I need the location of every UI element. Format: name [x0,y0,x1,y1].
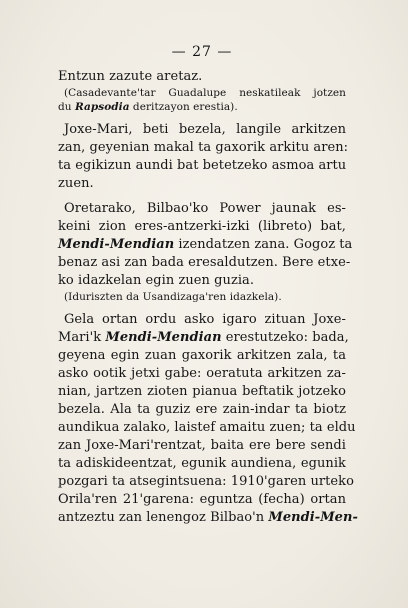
page-text [58,44,358,527]
text-line [58,329,349,347]
text-line: aundikua zalako, laistef amaitu zuen; ta eldu [58,420,356,435]
text-line: geyena egin zuan gaxorik arkitzen zala, ta [58,348,346,363]
text-line: Gela ortan ordu asko igaro zituan Joxe- [64,312,346,327]
italic-title: Rapsodia [74,101,130,113]
text-line: Orila'ren 21'garena: eguntza (fecha) ortan [58,492,346,507]
italic-title: Mendi-Men- [268,510,358,525]
text-line: (Casadevante'tar Guadalupe neskatileak jotzen [64,87,346,99]
text-line: Entzun zazute aretaz. [58,69,203,84]
text-span: Mari'k [58,330,106,345]
text-line: zuen. [58,176,94,191]
italic-title: Mendi-Mendian [105,330,222,345]
body-text [58,68,358,527]
text-line: ta egikizun aundi bat betetzeko asmoa artu [58,158,347,173]
text-line: nian, jartzen zioten pianua beftatik jotzeko [58,384,346,399]
paragraph-gap [58,193,346,200]
text-line: (Iduriszten da Usandizaga'ren idazkela). [64,291,282,303]
text-line: pozgari ta atsegintsuena: 1910'garen urteko [58,474,354,489]
text-line: keini zion eres-antzerki-izki (libreto) bat, [58,219,346,234]
paragraph-gap [58,304,346,311]
text-line: ta adiskideentzat, egunik aundiena, egunik [58,456,346,471]
text-span: antzeztu zan lenengoz Bilbao'n [58,510,269,525]
text-line [58,100,346,114]
text-span: deritzayon erestia). [129,101,238,113]
text-line [58,236,353,254]
page-number: — 27 — [171,44,233,60]
text-line: Joxe-Mari, beti bezela, langile arkitzen [64,122,346,137]
italic-title: Mendi-Mendian [58,237,175,252]
text-line: bezela. Ala ta guziz ere zain-indar ta biotz [58,402,346,417]
paragraph-gap [58,114,346,121]
text-line: asko ootik jetxi gabe: oeratuta arkitzen za- [58,366,346,381]
text-span: izendatzen zana. Gogoz ta [174,237,353,252]
text-line: ko idazkelan egin zuen guzia. [58,273,255,288]
text-line: Oretarako, Bilbao'ko Power jaunak es- [64,201,346,216]
text-span: erestutzeko: bada, [221,330,349,345]
text-line: benaz asi zan bada eresaldutzen. Bere etxe- [58,255,351,270]
text-span: du [58,101,75,113]
text-line: zan Joxe-Mari'rentzat, baita ere bere sendi [58,438,346,453]
text-line: zan, geyenian makal ta gaxorik arkitu aren: [58,140,349,155]
text-line [58,509,358,527]
